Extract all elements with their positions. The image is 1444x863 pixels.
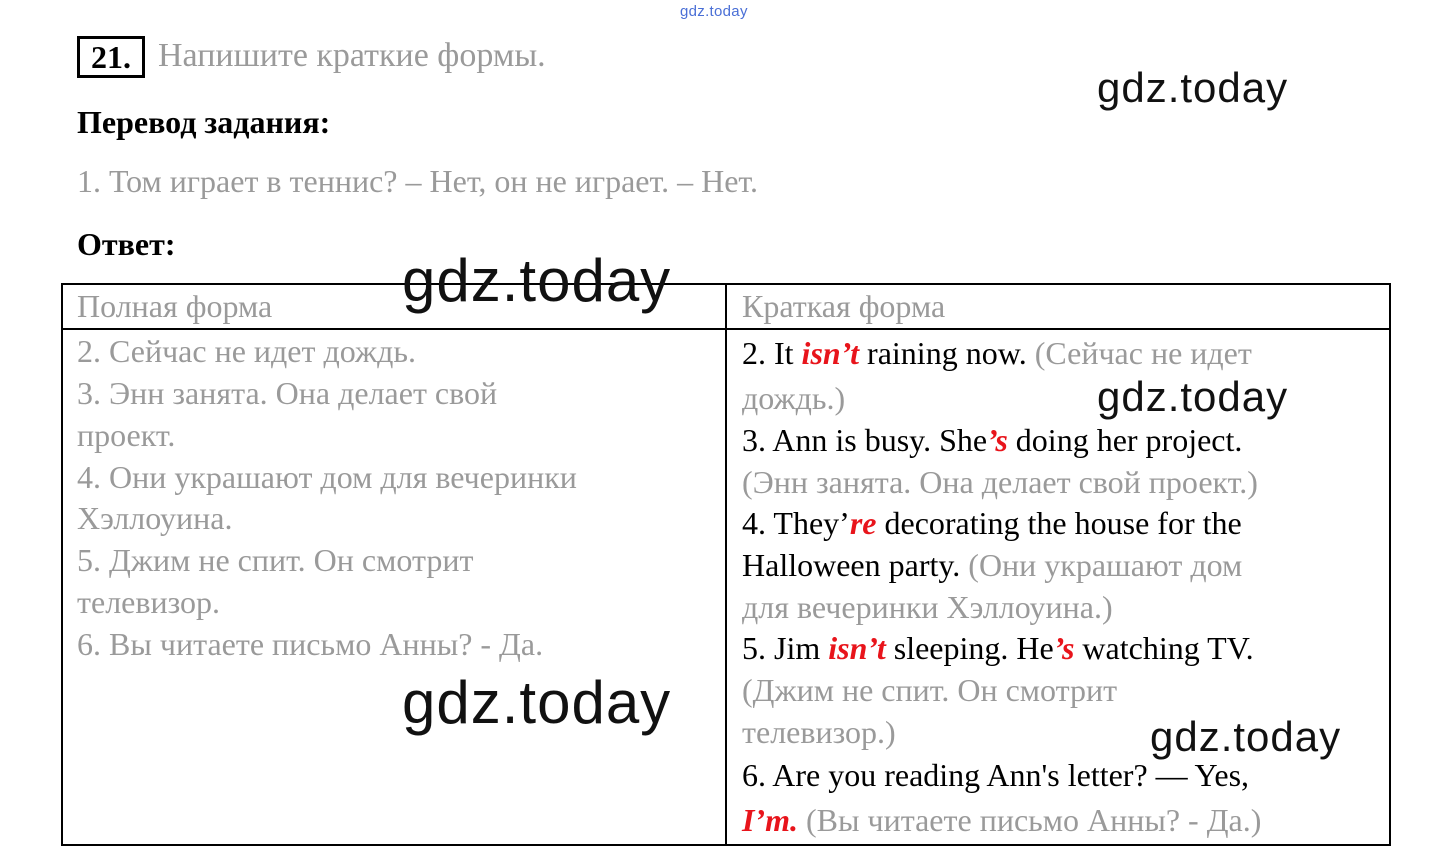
contraction: re	[849, 505, 877, 541]
watermark: gdz.today	[402, 247, 672, 314]
translation: (Вы читаете письмо Анны? - Да.)	[798, 802, 1262, 838]
short-line-2: дождь.)	[742, 380, 846, 416]
short-line-12	[742, 802, 1261, 839]
translation-heading: Перевод задания:	[77, 104, 331, 140]
text: raining now.	[859, 335, 1035, 371]
translation-line: 1. Том играет в теннис? – Нет, он не играет. – Нет.	[77, 163, 758, 199]
text: 4. They’	[742, 505, 850, 541]
full-line: 6. Вы читаете письмо Анны? - Да.	[77, 626, 544, 662]
full-line: 3. Энн занята. Она делает свой	[77, 375, 498, 411]
short-line-3	[742, 422, 1242, 459]
short-line-10: телевизор.)	[742, 714, 896, 750]
short-line-4: (Энн занята. Она делает свой проект.)	[742, 464, 1258, 500]
contraction: isn’t	[828, 630, 886, 666]
text: 3. Ann is busy. She	[742, 422, 988, 458]
full-line: 5. Джим не спит. Он смотрит	[77, 542, 474, 578]
table-header-divider	[61, 328, 1391, 330]
full-line: 4. Они украшают дом для вечеринки	[77, 459, 577, 495]
short-line-7: для вечеринки Хэллоуина.)	[742, 589, 1113, 625]
watermark: gdz.today	[1150, 713, 1342, 760]
text: 2. It	[742, 335, 802, 371]
contraction: ’s	[987, 422, 1008, 458]
short-line-9: (Джим не спит. Он смотрит	[742, 672, 1118, 708]
text: Halloween party.	[742, 547, 969, 583]
column-header-full: Полная форма	[77, 288, 273, 324]
contraction: isn’t	[801, 335, 860, 371]
full-line: телевизор.	[77, 584, 221, 620]
full-line: 2. Сейчас не идет дождь.	[77, 333, 416, 369]
translation: (Сейчас не идет	[1034, 335, 1252, 371]
watermark: gdz.today	[402, 669, 672, 736]
task-number: 21.	[77, 36, 145, 78]
watermark-small: gdz.today	[680, 3, 748, 20]
task-title: Напишите краткие формы.	[158, 37, 546, 74]
short-line-6	[742, 547, 1242, 584]
text: doing her project.	[1007, 422, 1243, 458]
short-line-1	[742, 335, 1252, 372]
contraction: ’s	[1053, 630, 1075, 666]
column-header-short: Краткая форма	[742, 288, 946, 324]
text: decorating the house for the	[876, 505, 1242, 541]
contraction: I’m.	[742, 802, 798, 838]
full-line: проект.	[77, 417, 176, 453]
answer-heading: Ответ:	[77, 226, 176, 262]
table-column-divider	[725, 283, 727, 846]
text: sleeping. He	[885, 630, 1054, 666]
watermark: gdz.today	[1097, 373, 1289, 420]
short-line-11: 6. Are you reading Ann's letter? — Yes,	[742, 757, 1250, 793]
short-line-8	[742, 630, 1254, 667]
text: 5. Jim	[742, 630, 829, 666]
watermark: gdz.today	[1097, 64, 1289, 111]
text: watching TV.	[1074, 630, 1254, 666]
short-line-5	[742, 505, 1242, 542]
full-line: Хэллоуина.	[77, 500, 233, 536]
translation: (Они украшают дом	[968, 547, 1243, 583]
